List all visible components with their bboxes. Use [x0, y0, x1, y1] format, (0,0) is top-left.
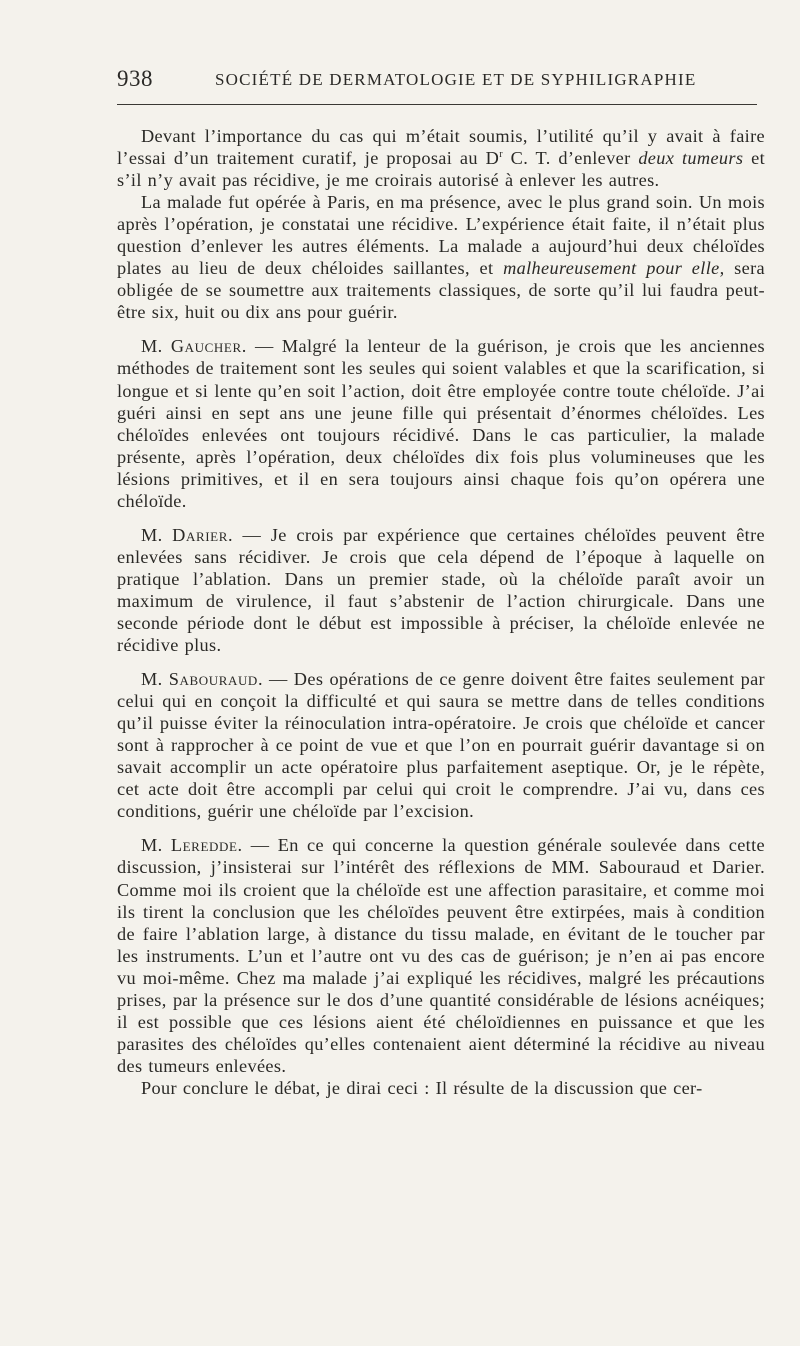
paragraph [117, 668, 765, 822]
paragraph [117, 1077, 765, 1099]
text-run: M. [141, 524, 173, 545]
text-run: C. T. d’enlever [502, 148, 639, 169]
body-text [117, 125, 765, 1099]
text-run: Pour conclure le débat, je dirai ceci : Il résulte de la discussion que cer- [141, 1077, 703, 1098]
superscript: r [499, 148, 503, 160]
text-run: M. [141, 835, 171, 856]
page-number: 938 [117, 66, 153, 91]
text-run: M. [141, 669, 169, 690]
text-run: . — Des opérations de ce genre doivent être faites seulement par celui qui en conçoit la difficulté et qui saura se mettre dans de telles conditions qu’il puisse éviter la réinoculation intra-opératoire. Je crois que chéloïde et cancer sont à rapprocher à ce point de vue et que l’on en pourrait guérir davantage si on savait accomplir un acte opératoire plus parfaitement aseptique. Or, je le répète, cet acte doit être accompli par celui qui croit le comprendre. J’ai vu, dans ces conditions, guérir une chéloïde par l’excision. [117, 669, 765, 822]
text-run: M. [141, 336, 171, 357]
running-head: SOCIÉTÉ DE DERMATOLOGIE ET DE SYPHILIGRAPHIE [215, 70, 697, 89]
speaker-name: Leredde [170, 835, 238, 856]
paragraph [117, 335, 765, 511]
paragraph [117, 834, 765, 1077]
paragraph [117, 524, 765, 656]
speaker-name: Darier [172, 524, 228, 545]
paragraph [117, 125, 765, 191]
text-run: La malade fut opérée à Paris, en ma présence, avec le plus grand soin. Un mois après l’opération, je constatai une récidive. L’expérience était faite, il n’était plus question d’enlever les autres éléments. La malade a aujourd’hui deux chéloïdes plates au lieu de deux chéloides saillantes, et [117, 192, 765, 279]
speaker-name: Gaucher [170, 336, 242, 357]
text-run: Devant l’importance du cas qui m’était soumis, l’utilité qu’il y avait à faire l’essai d’un traitement curatif, je proposai au D [117, 126, 765, 169]
text-run: . — En ce qui concerne la question générale soulevée dans cette discussion, j’insisterai sur l’intérêt des réflexions de MM. Sabouraud et Darier. Comme moi ils croient que la chéloïde est une affection parasitaire, et comme moi ils tirent la conclusion que les chéloïdes peuvent être extirpées, mais à condition de faire l’ablation large, à distance du tissu malade, en évitant de le toucher par les instruments. L’un et l’autre ont vu des cas de guérison; je n’en ai pas encore vu moi-même. Chez ma malade j’ai expliqué les récidives, malgré les précautions prises, par la présence sur le dos d’une quantité considérable de lésions acnéiques; il est possible que ces lésions aient été chéloïdiennes en puissance et que les parasites des chéloïdes qu’elles contenaient aient déterminé la récidive au niveau des tumeurs enlevées. [117, 835, 765, 1076]
text-run: . — Je crois par expérience que certaines chéloïdes peuvent être enlevées sans récidiver. Je crois que cela dépend de l’époque à laquelle on pratique l’ablation. Dans un premier stade, où la chéloïde paraît avoir un maximum de virulence, il faut s’abstenir de l’action chirurgicale. Dans une seconde période dont le début est impossible à préciser, la chéloïde enlevée ne récidive plus. [117, 524, 766, 656]
paragraph [117, 191, 765, 323]
text-run: . — Malgré la lenteur de la guérison, je crois que les anciennes méthodes de traitement sont les seules qui soient valables et que la scarification, si longue et si lente qu’en soit l’action, doit être employée contre toute chéloïde. J’ai guéri ainsi en sept ans une jeune fille qui présentait d’énormes chéloïdes. Les chéloïdes enlevées ont toujours récidivé. Dans le cas particulier, la malade présente, après l’opération, deux chéloïdes dix fois plus volumineuses que les lésions primitives, et il en sera toujours ainsi chaque fois qu’on opérera une chéloïde. [117, 336, 765, 511]
page-header [117, 62, 757, 102]
text-run: et s’il n’y avait pas récidive, je me croirais autorisé à enlever les autres. [117, 148, 765, 191]
text-run: sera obligée de se soumettre aux traitements classiques, de sorte qu’il lui faudra peut-être six, huit ou dix ans pour guérir. [117, 258, 765, 323]
italic-text: deux tumeurs [638, 148, 744, 169]
italic-text: malheureusement pour elle, [503, 258, 725, 279]
header-rule [117, 104, 757, 105]
speaker-name: Sabouraud [168, 669, 258, 690]
